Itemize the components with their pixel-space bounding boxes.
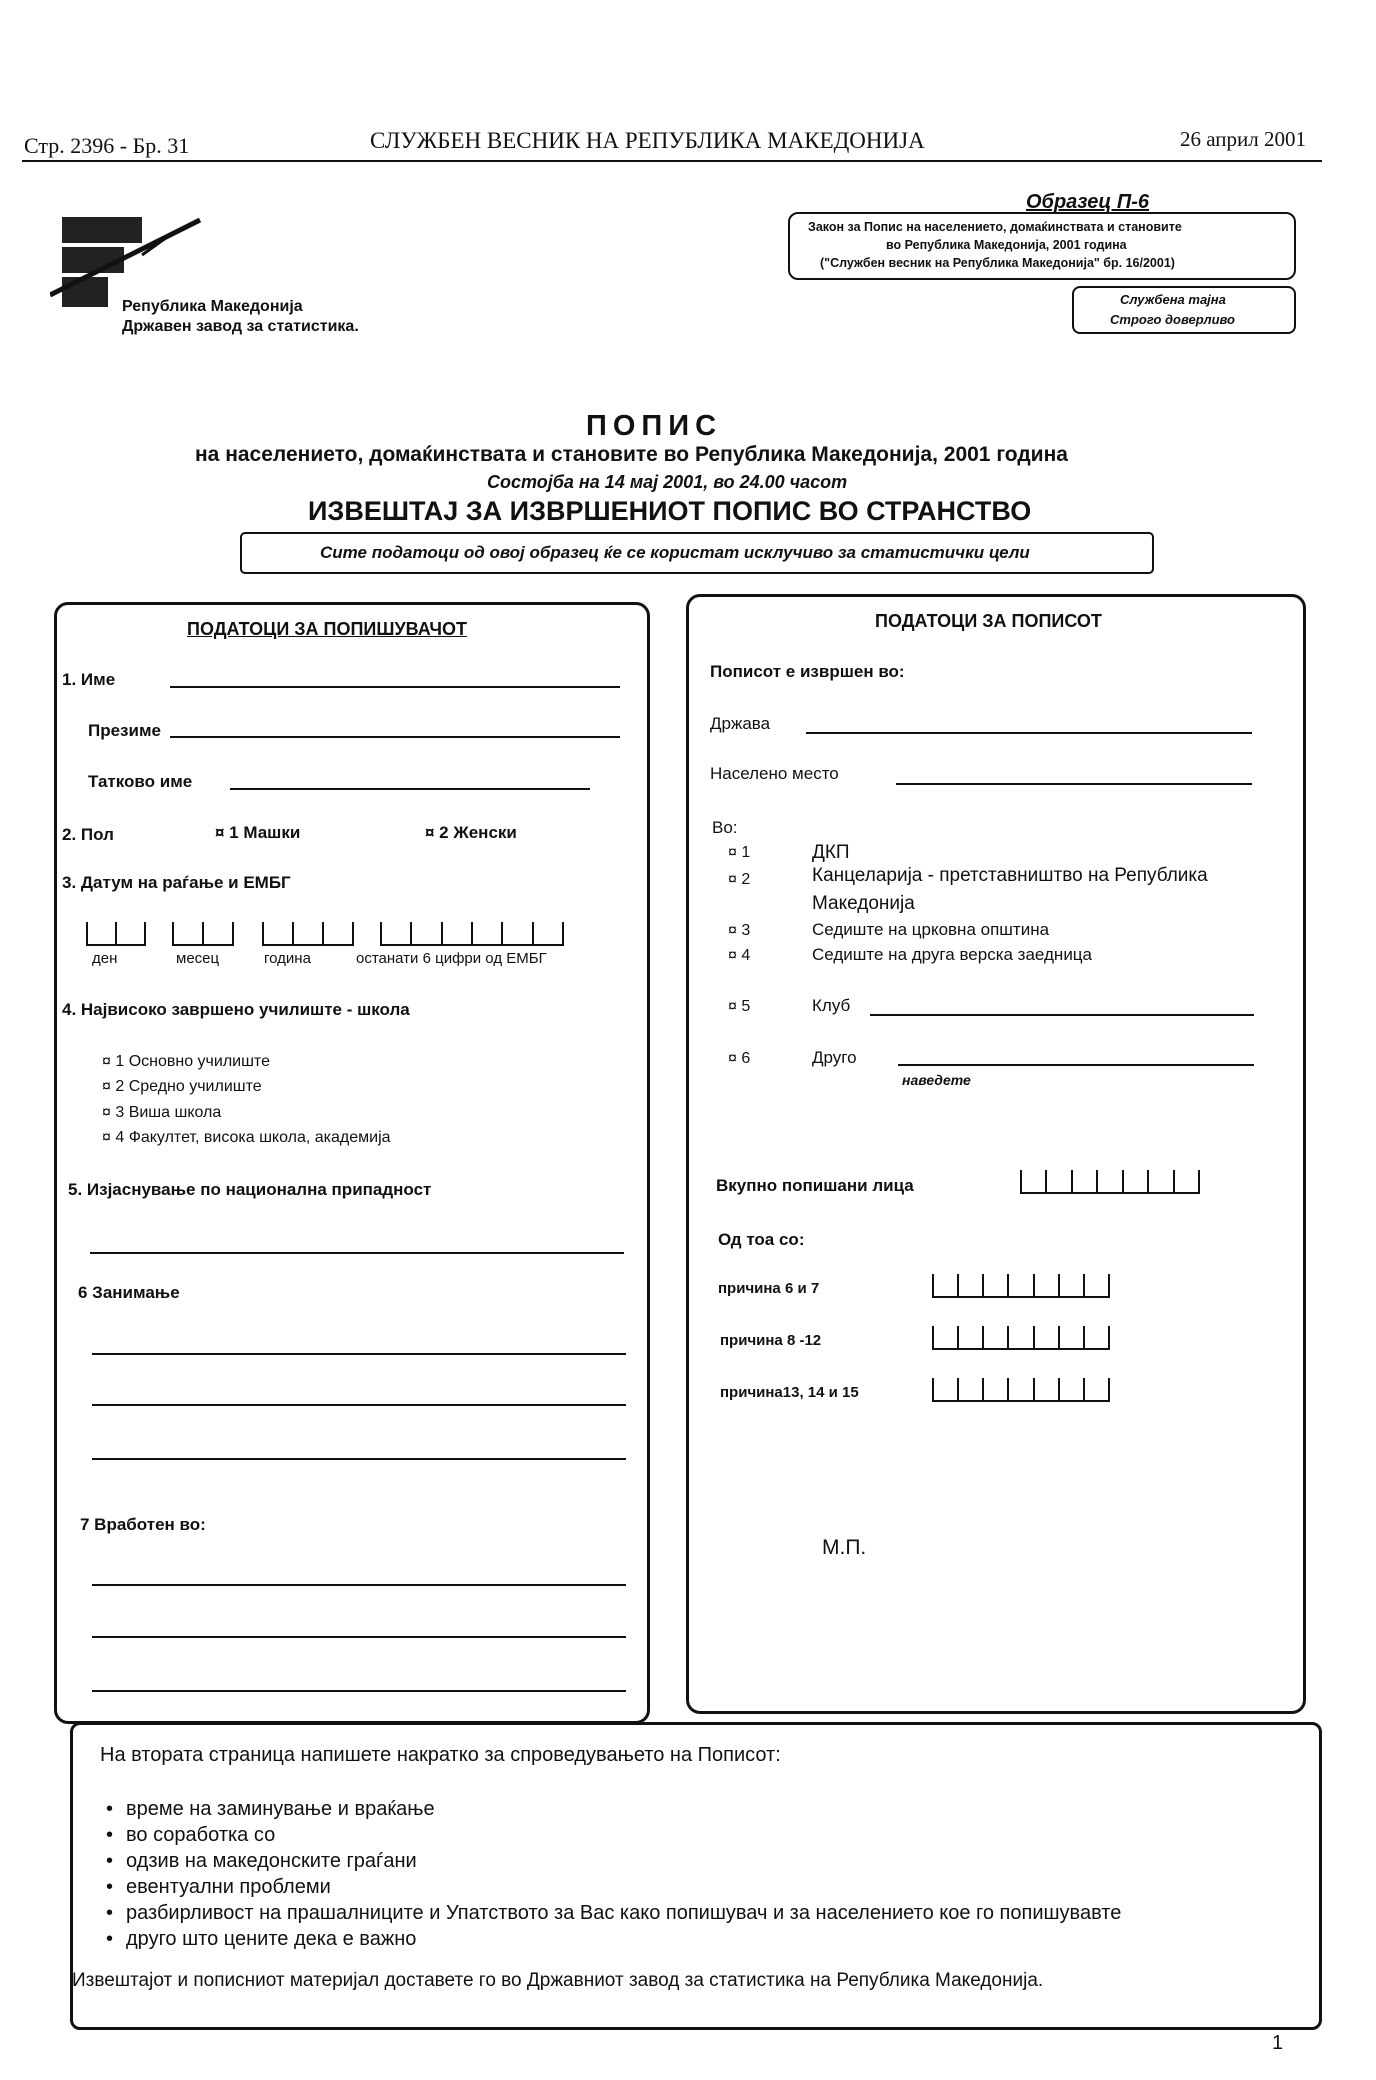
place-option-3-code[interactable]: ¤ 3	[728, 922, 751, 939]
nationality-label: 5. Изјаснување по национална припадност	[68, 1180, 432, 1199]
first-name-label: 1. Име	[62, 670, 116, 689]
reason-3-label: причина13, 14 и 15	[720, 1384, 859, 1401]
employer-label: 7 Вработен во:	[80, 1515, 206, 1534]
employer-field-3[interactable]	[92, 1690, 626, 1692]
form-code: Образец П-6	[1026, 191, 1149, 213]
total-enumerated-boxes[interactable]	[1020, 1170, 1200, 1194]
birth-month-boxes[interactable]	[172, 922, 234, 946]
instruction-bullet-1: • време на заминување и враќање	[94, 1796, 1121, 1822]
place-option-2-text: Канцеларија - претставништво на Република	[812, 865, 1208, 886]
employer-field-2[interactable]	[92, 1636, 626, 1638]
reason-1-label: причина 6 и 7	[718, 1280, 820, 1297]
header-date: 26 април 2001	[1180, 127, 1306, 151]
sex-option-female[interactable]: ¤ 2 Женски	[425, 823, 517, 842]
instructions-intro: На втората страница напишете накратко за спроведувањето на Пописот:	[100, 1744, 781, 1766]
reason-2-boxes[interactable]	[932, 1326, 1110, 1350]
education-option-3[interactable]: ¤ 3 Виша школа	[102, 1104, 222, 1121]
instruction-bullet-5: • разбирливост на прашалниците и Упатството за Вас како попишувач и за населението кое го попишувавте	[94, 1900, 1121, 1926]
notice-box	[240, 532, 1154, 574]
education-option-1[interactable]: ¤ 1 Основно училиште	[102, 1053, 270, 1070]
occupation-field-1[interactable]	[92, 1353, 626, 1355]
father-name-label: Татково име	[88, 772, 193, 791]
law-line2: во Република Македонија, 2001 година	[886, 238, 1127, 252]
confidential-line1: Службена тајна	[1120, 292, 1226, 307]
education-label: 4. Највисоко завршено училиште - школа	[62, 1000, 410, 1019]
instruction-bullet-6: • друго што цените дека е важно	[94, 1926, 1121, 1952]
embg-boxes[interactable]	[380, 922, 564, 946]
journal-title: СЛУЖБЕН ВЕСНИК НА РЕПУБЛИКА МАКЕДОНИЈА	[370, 128, 925, 153]
instructions-closing: Извештајот и пописниот материјал доставете го во Државниот завод за статистика на Република Македонија.	[72, 1970, 1044, 1991]
place-option-4-code[interactable]: ¤ 4	[728, 947, 751, 964]
country-field[interactable]	[806, 732, 1252, 734]
reason-2-label: причина 8 -12	[720, 1332, 822, 1349]
caption-day: ден	[92, 950, 118, 967]
census-subtitle: на населението, домаќинствата и становите во Република Македонија, 2001 година	[195, 443, 1068, 466]
specify-caption: наведете	[902, 1072, 971, 1088]
employer-field-1[interactable]	[92, 1584, 626, 1586]
law-line3: ("Службен весник на Република Македонија" бр. 16/2001)	[820, 256, 1175, 270]
place-label: Населено место	[710, 764, 839, 783]
confidential-line2: Строго доверливо	[1110, 312, 1235, 327]
club-field[interactable]	[870, 1014, 1254, 1016]
place-option-3-text: Седиште на црковна општина	[812, 920, 1050, 939]
done-in-label: Пописот е извршен во:	[710, 662, 905, 681]
place-option-1-code[interactable]: ¤ 1	[728, 844, 751, 861]
reason-1-boxes[interactable]	[932, 1274, 1110, 1298]
law-line1: Закон за Попис на населението, домаќинствата и становите	[808, 220, 1182, 234]
in-label: Во:	[712, 818, 738, 837]
stamp-placeholder: М.П.	[822, 1536, 867, 1559]
issuer-line1: Република Македонија	[122, 298, 303, 315]
education-option-2[interactable]: ¤ 2 Средно училиште	[102, 1078, 262, 1095]
header-rule	[22, 160, 1322, 162]
report-title: ИЗВЕШТАЈ ЗА ИЗВРШЕНИОТ ПОПИС ВО СТРАНСТВО	[308, 496, 1032, 526]
enumerator-panel	[54, 602, 650, 1724]
country-label: Држава	[710, 714, 771, 733]
issuer-line2: Државен завод за статистика.	[122, 318, 359, 335]
caption-month: месец	[176, 950, 220, 967]
birth-year-boxes[interactable]	[262, 922, 354, 946]
notice-text: Сите податоци од овој образец ќе се користат исклучиво за статистички цели	[320, 543, 1030, 562]
father-name-field[interactable]	[230, 788, 590, 790]
place-option-5-code[interactable]: ¤ 5	[728, 998, 751, 1015]
page-number: 1	[1272, 2032, 1284, 2054]
census-title: ПОПИС	[586, 410, 723, 442]
sex-option-male[interactable]: ¤ 1 Машки	[215, 823, 301, 842]
enumerator-heading: ПОДАТОЦИ ЗА ПОПИШУВАЧОТ	[187, 619, 468, 639]
page-ref: Стр. 2396 - Бр. 31	[24, 133, 190, 158]
confidential-box	[1072, 286, 1296, 334]
place-option-6-code[interactable]: ¤ 6	[728, 1050, 751, 1067]
instructions-list	[94, 1796, 1121, 1952]
instruction-bullet-4: • евентуални проблеми	[94, 1874, 1121, 1900]
first-name-field[interactable]	[170, 686, 620, 688]
education-option-4[interactable]: ¤ 4 Факултет, висока школа, академија	[102, 1129, 391, 1146]
caption-embg: останати 6 цифри од ЕМБГ	[356, 950, 547, 967]
place-field[interactable]	[896, 783, 1252, 785]
instruction-bullet-3: • одзив на македонските граѓани	[94, 1848, 1121, 1874]
census-state-date: Состојба на 14 мај 2001, во 24.00 часот	[487, 472, 848, 492]
nationality-field[interactable]	[90, 1252, 624, 1254]
birth-date-label: 3. Датум на раѓање и ЕМБГ	[62, 873, 291, 892]
place-option-2-code[interactable]: ¤ 2	[728, 871, 751, 888]
census-heading: ПОДАТОЦИ ЗА ПОПИСОТ	[875, 611, 1102, 631]
reason-3-boxes[interactable]	[932, 1378, 1110, 1402]
of-which-label: Од тоа со:	[718, 1230, 805, 1249]
surname-label: Презиме	[88, 721, 161, 740]
occupation-label: 6 Занимање	[78, 1283, 180, 1302]
sex-label: 2. Пол	[62, 825, 114, 844]
place-option-6-text: Друго	[812, 1048, 857, 1067]
birth-day-boxes[interactable]	[86, 922, 146, 946]
law-box	[788, 212, 1296, 280]
surname-field[interactable]	[170, 736, 620, 738]
other-field[interactable]	[898, 1064, 1254, 1066]
place-option-1-text: ДКП	[812, 842, 850, 863]
place-option-2-text-cont: Македонија	[812, 893, 915, 914]
occupation-field-2[interactable]	[92, 1404, 626, 1406]
total-enumerated-label: Вкупно попишани лица	[716, 1176, 914, 1195]
place-option-5-text: Клуб	[812, 996, 851, 1015]
caption-year: година	[264, 950, 311, 967]
place-option-4-text: Седиште на друга верска заедница	[812, 945, 1093, 964]
census-panel	[686, 594, 1306, 1714]
instruction-bullet-2: • во соработка со	[94, 1822, 1121, 1848]
occupation-field-3[interactable]	[92, 1458, 626, 1460]
